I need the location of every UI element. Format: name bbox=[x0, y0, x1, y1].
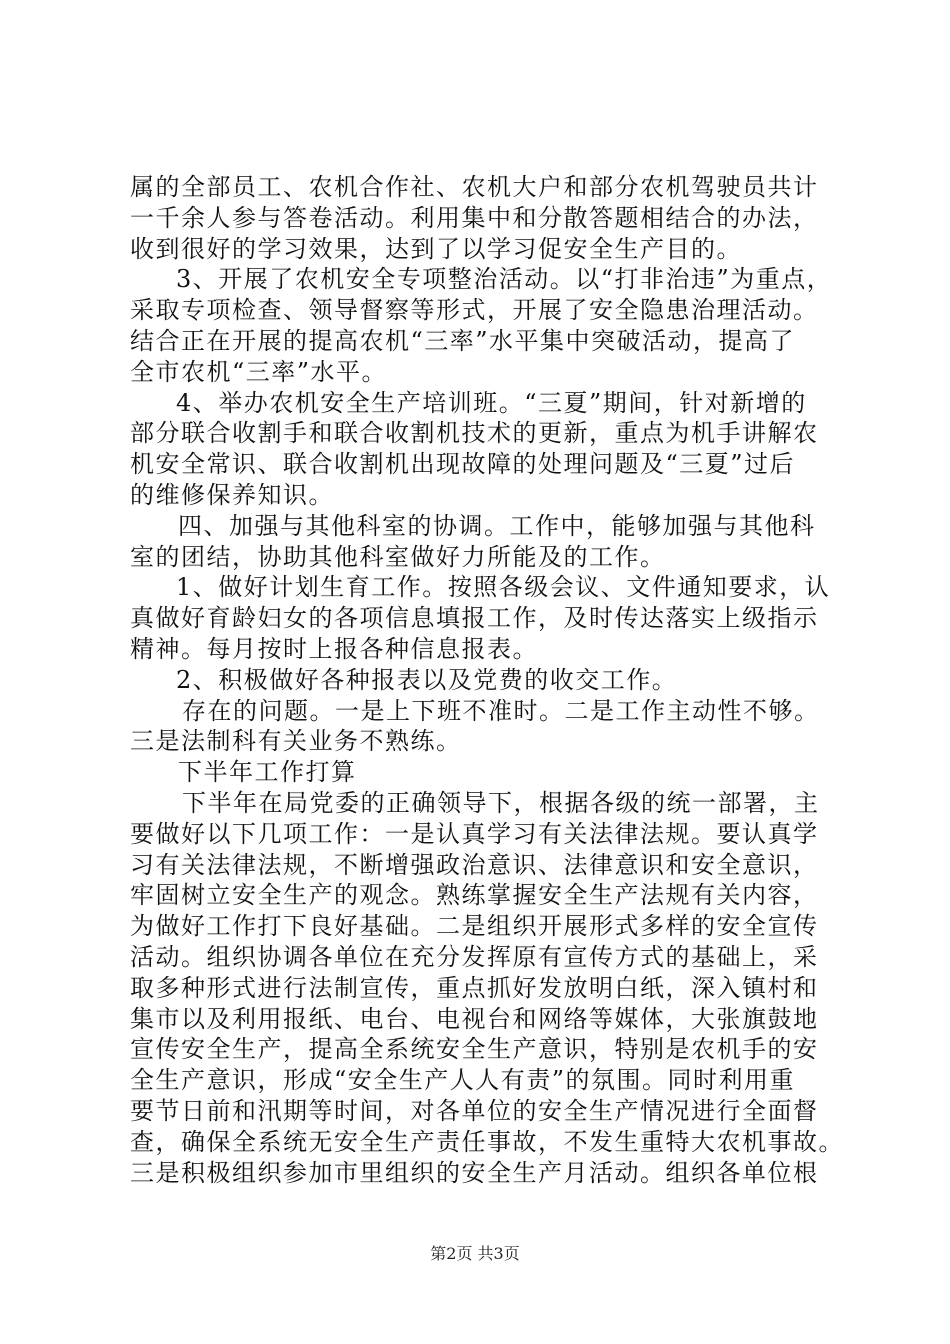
text-line: 采取专项检查、领导督察等形式，开展了安全隐患治理活动。 bbox=[130, 296, 819, 325]
text-line: 收到很好的学习效果，达到了以学习促安全生产目的。 bbox=[130, 234, 742, 263]
text-line: 三是法制科有关业务不熟练。 bbox=[130, 727, 462, 756]
text-line: 集市以及利用报纸、电台、电视台和网络等媒体，大张旗鼓地 bbox=[130, 1004, 819, 1033]
text-line: 牢固树立安全生产的观念。熟练掌握安全生产法规有关内容， bbox=[130, 881, 819, 910]
text-line: 结合正在开展的提高农机“三率”水平集中突破活动，提高了 bbox=[130, 326, 796, 355]
text-line: 1、做好计划生育工作。按照各级会议、文件通知要求，认 bbox=[176, 573, 831, 602]
text-line: 精神。每月按时上报各种信息报表。 bbox=[130, 634, 538, 663]
text-line: 部分联合收割手和联合收割机技术的更新，重点为机手讲解农 bbox=[130, 419, 819, 448]
text-line: 机安全常识、联合收割机出现故障的处理问题及“三夏”过后 bbox=[130, 450, 796, 479]
text-line: 要做好以下几项工作：一是认真学习有关法律法规。要认真学 bbox=[130, 819, 819, 848]
text-line: 真做好育龄妇女的各项信息填报工作，及时传达落实上级指示 bbox=[130, 604, 819, 633]
text-line: 习有关法律法规，不断增强政治意识、法律意识和安全意识， bbox=[130, 850, 819, 879]
text-line: 存在的问题。一是上下班不准时。二是工作主动性不够。 bbox=[182, 696, 820, 725]
text-line: 下半年在局党委的正确领导下，根据各级的统一部署，主 bbox=[182, 788, 820, 817]
text-line: 2、积极做好各种报表以及党费的收交工作。 bbox=[176, 665, 678, 694]
text-line: 4、举办农机安全生产培训班。“三夏”期间，针对新增的 bbox=[176, 388, 807, 417]
text-line: 取多种形式进行法制宣传，重点抓好发放明白纸，深入镇村和 bbox=[130, 973, 819, 1002]
text-line: 活动。组织协调各单位在充分发挥原有宣传方式的基础上，采 bbox=[130, 942, 819, 971]
section-heading: 下半年工作打算 bbox=[178, 758, 357, 787]
text-line: 室的团结，协助其他科室做好力所能及的工作。 bbox=[130, 542, 666, 571]
text-line: 四、加强与其他科室的协调。工作中，能够加强与其他科 bbox=[178, 511, 816, 540]
text-line: 全生产意识，形成“安全生产人人有责”的氛围。同时利用重 bbox=[130, 1066, 796, 1095]
text-line: 的维修保养知识。 bbox=[130, 480, 334, 509]
text-line: 查，确保全系统无安全生产责任事故，不发生重特大农机事故。 bbox=[130, 1127, 844, 1156]
page-footer: 第2页 共3页 bbox=[430, 1244, 520, 1263]
text-line: 三是积极组织参加市里组织的安全生产月活动。组织各单位根 bbox=[130, 1158, 819, 1187]
text-line: 属的全部员工、农机合作社、农机大户和部分农机驾驶员共计 bbox=[130, 173, 819, 201]
body-text bbox=[130, 172, 844, 1188]
text-line: 一千余人参与答卷活动。利用集中和分散答题相结合的办法， bbox=[130, 203, 819, 232]
text-line: 宣传安全生产，提高全系统安全生产意识，特别是农机手的安 bbox=[130, 1035, 819, 1064]
text-line: 要节日前和汛期等时间，对各单位的安全生产情况进行全面督 bbox=[130, 1096, 819, 1125]
text-line: 3、开展了农机安全专项整治活动。以“打非治违”为重点， bbox=[176, 265, 833, 294]
text-line: 全市农机“三率”水平。 bbox=[130, 357, 388, 386]
text-line: 为做好工作打下良好基础。二是组织开展形式多样的安全宣传 bbox=[130, 912, 819, 941]
